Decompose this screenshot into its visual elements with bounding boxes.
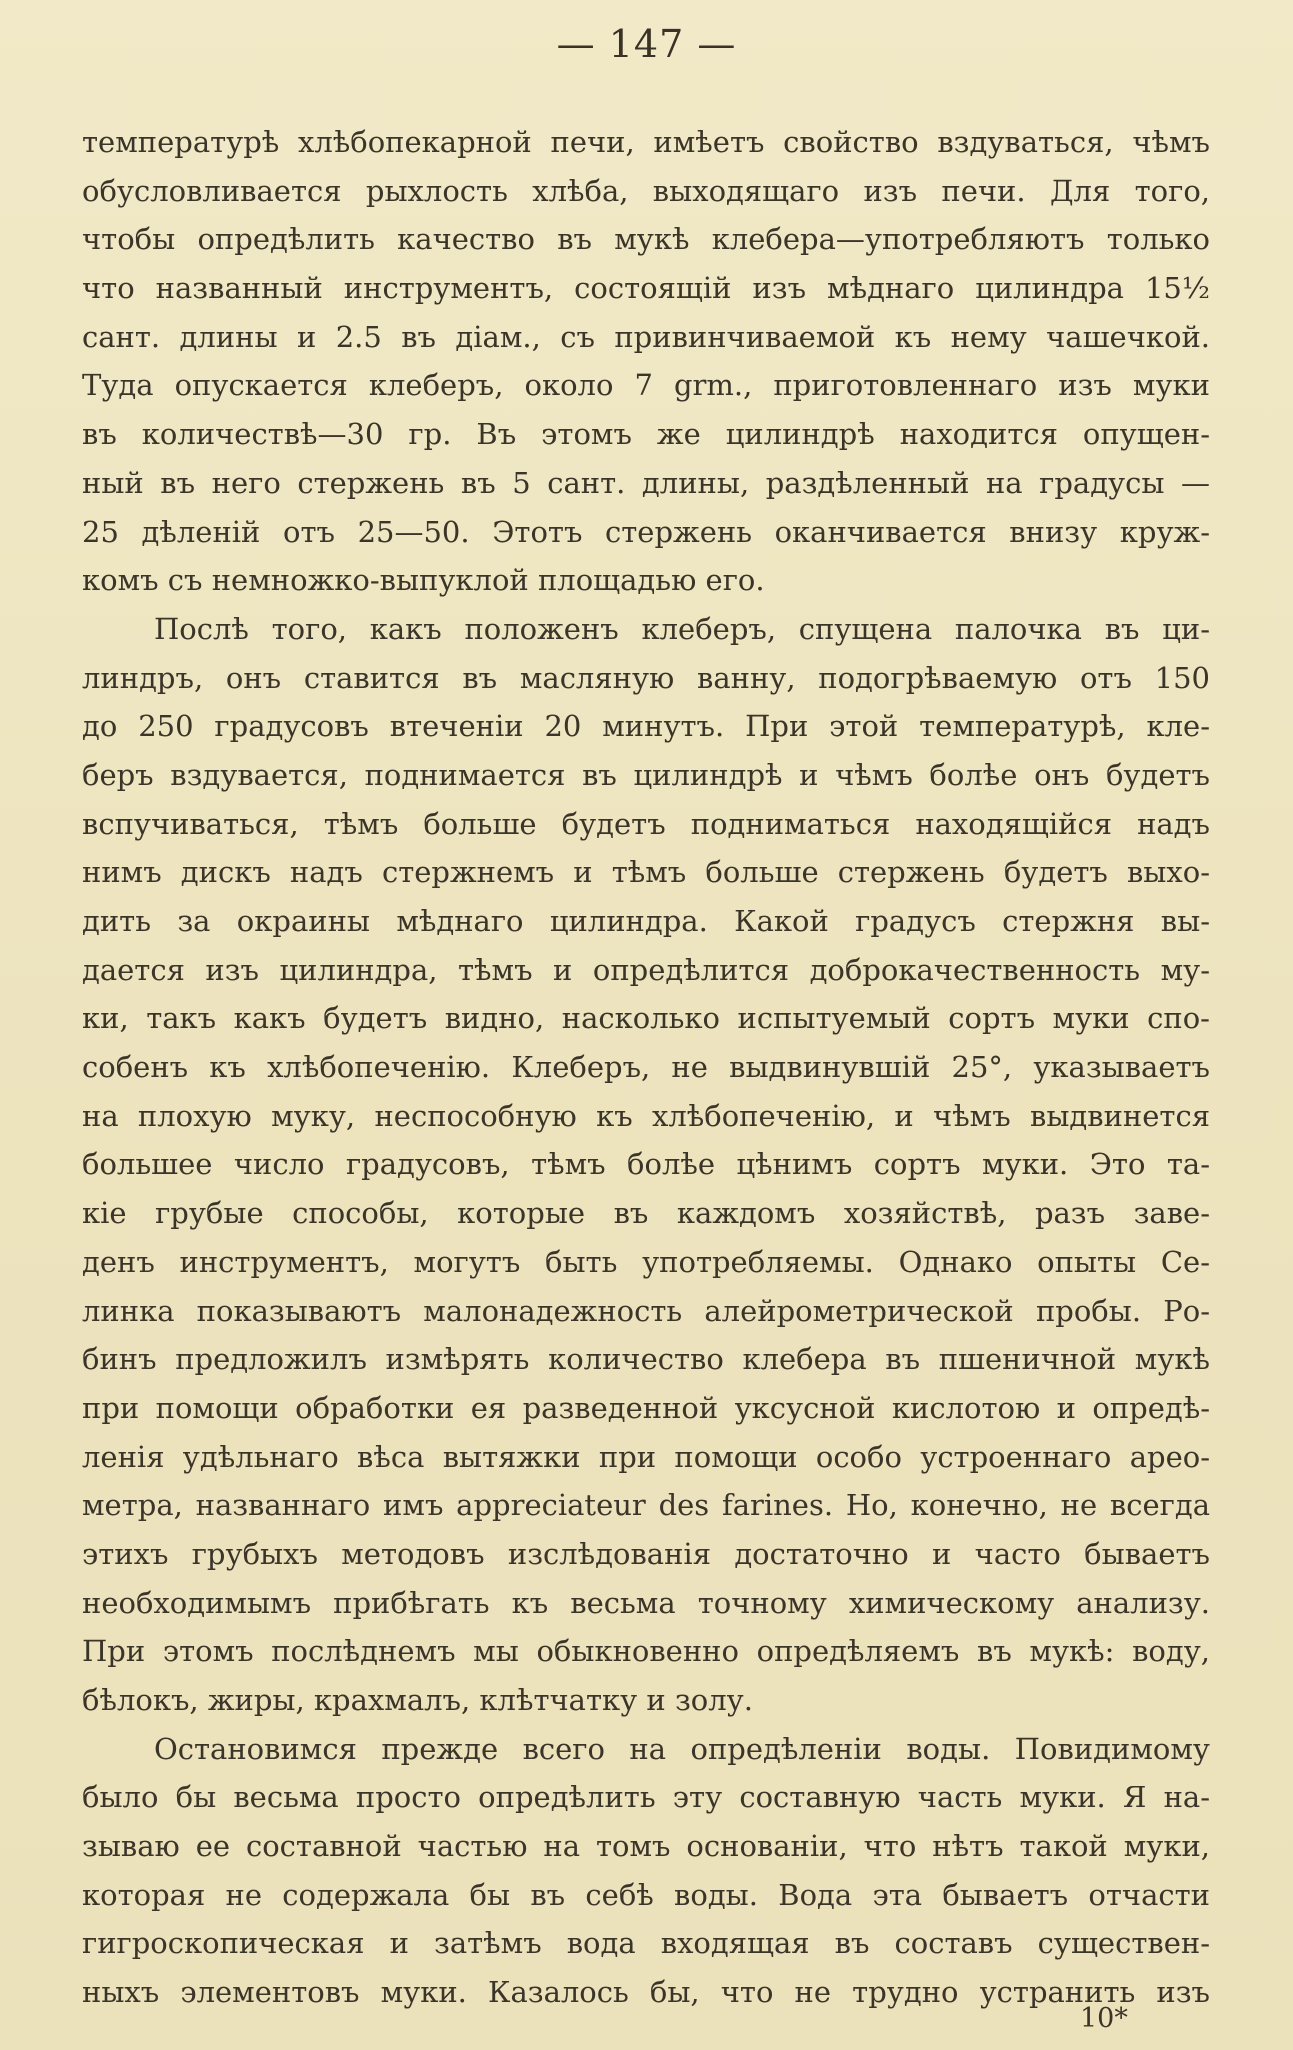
text-line: необходимымъ прибѣгать къ весьма точному химическому анализу. (82, 1585, 1210, 1620)
text-line: большее число градусовъ, тѣмъ болѣе цѣнимъ сортъ муки. Это та- (82, 1147, 1210, 1182)
text-line: метра, названнаго имъ appreciateur des farines. Но, конечно, не всегда (82, 1488, 1210, 1523)
text-line: ленія удѣльнаго вѣса вытяжки при помощи особо устроеннаго арео- (82, 1439, 1210, 1474)
text-line: сант. длины и 2.5 въ діам., съ привинчиваемой къ нему чашечкой. (82, 319, 1210, 354)
text-line: въ количествѣ—30 гр. Въ этомъ же цилиндрѣ находится опущен- (82, 417, 1210, 452)
text-line: 25 дѣленій отъ 25—50. Этотъ стержень оканчивается внизу круж- (82, 514, 1210, 549)
text-line: дить за окраины мѣднаго цилиндра. Какой градусъ стержня вы- (82, 904, 1210, 938)
text-line: гигроскопическая и затѣмъ вода входящая въ составъ существен- (82, 1926, 1210, 1961)
text-line: бѣлокъ, жиры, крахмалъ, клѣтчатку и золу. (82, 1683, 753, 1717)
text-line: беръ вздувается, поднимается въ цилиндрѣ и чѣмъ болѣе онъ будетъ (82, 757, 1210, 792)
text-line: собенъ къ хлѣбопеченію. Клеберъ, не выдвинувшій 25°, указываетъ (82, 1050, 1210, 1085)
text-line: комъ съ немножко-выпуклой площадью его. (82, 563, 765, 598)
text-line: вспучиваться, тѣмъ больше будетъ подниматься находящійся надъ (82, 806, 1210, 841)
text-line: при помощи обработки ея разведенной уксусной кислотою и опредѣ- (82, 1390, 1210, 1425)
text-line: кіе грубые способы, которые въ каждомъ хозяйствѣ, разъ заве- (82, 1196, 1210, 1231)
text-line: ный въ него стержень въ 5 сант. длины, раздѣленный на градусы — (82, 465, 1210, 500)
body-text (82, 118, 1210, 2017)
text-line: которая не содержала бы въ себѣ воды. Вода эта бываетъ отчасти (82, 1877, 1210, 1912)
text-line: этихъ грубыхъ методовъ изслѣдованія достаточно и часто бываетъ (82, 1536, 1210, 1571)
text-line: линка показываютъ малонадежность алейрометрической пробы. Ро- (82, 1293, 1210, 1328)
text-line: до 250 градусовъ втеченіи 20 минутъ. При этой температурѣ, кле- (82, 709, 1210, 744)
text-line: нимъ дискъ надъ стержнемъ и тѣмъ больше стержень будетъ выхо- (82, 855, 1210, 890)
text-line: ки, такъ какъ будетъ видно, насколько испытуемый сортъ муки спо- (82, 1001, 1210, 1036)
text-line: Послѣ того, какъ положенъ клеберъ, спущена палочка въ ци- (154, 611, 1210, 646)
text-line: что названный инструментъ, состоящій изъ мѣднаго цилиндра 15½ (82, 271, 1210, 306)
text-line: линдръ, онъ ставится въ масляную ванну, подогрѣваемую отъ 150 (82, 660, 1210, 695)
text-line: на плохую муку, неспособную къ хлѣбопеченію, и чѣмъ выдвинется (82, 1098, 1210, 1133)
text-line: При этомъ послѣднемъ мы обыкновенно опредѣляемъ въ мукѣ: воду, (82, 1634, 1210, 1669)
text-line: обусловливается рыхлость хлѣба, выходящаго изъ печи. Для того, (82, 173, 1210, 208)
text-line: чтобы опредѣлить качество въ мукѣ клебера—употребляютъ только (82, 222, 1210, 257)
text-line: дается изъ цилиндра, тѣмъ и опредѣлится доброкачественность му- (82, 952, 1210, 987)
text-line: ныхъ элементовъ муки. Казалось бы, что не трудно устранить изъ (82, 1975, 1210, 2010)
signature-mark: 10* (1080, 2003, 1128, 2034)
text-line: денъ инструментъ, могутъ быть употребляемы. Однако опыты Се- (82, 1244, 1210, 1279)
text-line: зываю ее составной частью на томъ основаніи, что нѣтъ такой муки, (82, 1829, 1210, 1864)
text-line: было бы весьма просто опредѣлить эту составную часть муки. Я на- (82, 1780, 1210, 1815)
text-line: бинъ предложилъ измѣрять количество клебера въ пшеничной мукѣ (82, 1342, 1210, 1377)
text-line: Остановимся прежде всего на опредѣленіи воды. Повидимому (154, 1731, 1210, 1766)
text-line: Туда опускается клеберъ, около 7 grm., приготовленнаго изъ муки (82, 368, 1210, 403)
text-line: температурѣ хлѣбопекарной печи, имѣетъ свойство вздуваться, чѣмъ (82, 125, 1210, 159)
page-number: — 147 — (556, 22, 737, 66)
